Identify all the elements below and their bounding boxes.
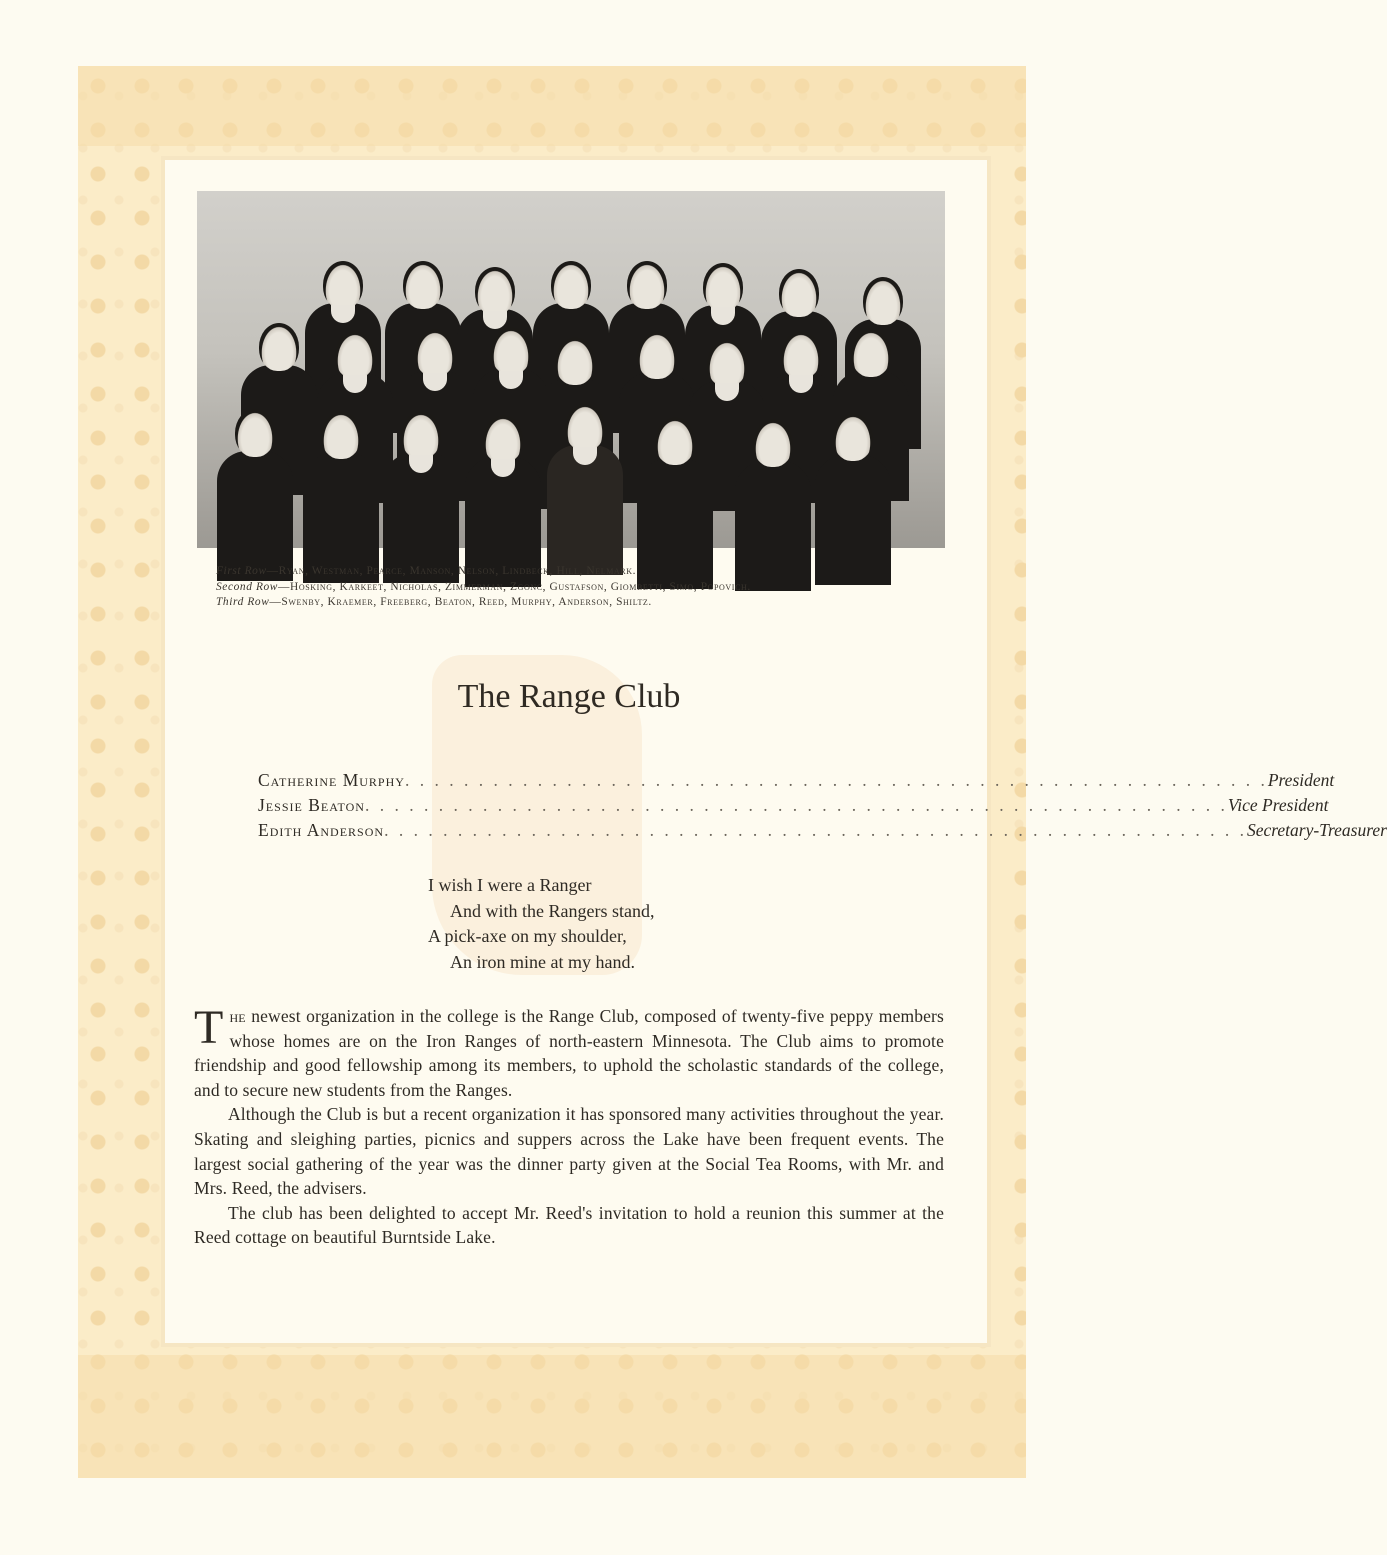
photo-person [303,411,379,561]
poem-line: An iron mine at my hand. [450,951,635,972]
photo-person [735,419,811,569]
poem-line: I wish I were a Ranger [428,875,592,895]
leader-dots: . . . . . . . . . . . . . . . . . . . . . . . . . . . . . . . . . . . . . . . . . . . . . . . . . . . . . . . . . . . [364,795,1228,815]
leader-dots: . . . . . . . . . . . . . . . . . . . . . . . . . . . . . . . . . . . . . . . . . . . . . . . . . . . . . . . . . . . [404,770,1268,790]
caption-row-label: Second Row [216,580,278,593]
officer-row [258,768,1335,793]
photo-person [815,413,891,563]
officer-row [258,793,1329,818]
caption-row [216,580,976,596]
officer-role: President [1267,770,1335,790]
photo-caption [216,564,976,611]
caption-row-label: First Row [216,565,267,577]
photo-person [547,403,623,553]
caption-row [216,595,976,611]
photo-person [217,409,293,559]
paragraph-text: newest organization in the college is the Range Club, composed of twenty-five peppy members whose homes are on the Iron Ranges of north-eastern Minnesota. The Club aims to promote friendship and good fellowship among its members, to uphold the scholastic standards of the college, and to secure new students from the Ranges. [194,1006,944,1100]
paragraph [194,1001,944,1102]
caption-row-names: —Ryan, Westman, Pearce, Manson, Nelson, Lindbeck, Hill, Nelmark. [266,565,637,577]
caption-row-label: Third Row [216,596,270,608]
page-title: The Range Club [457,678,681,715]
photo-person [383,411,459,561]
officer-name: Edith Anderson [258,820,385,840]
officer-role: Secretary-Treasurer [1246,820,1387,840]
article-body [194,1001,944,1250]
leader-dots: . . . . . . . . . . . . . . . . . . . . . . . . . . . . . . . . . . . . . . . . . . . . . . . . . . . . . . . . . . . [384,820,1247,840]
drop-cap: T [194,1001,224,1054]
lead-in: he [229,1006,246,1026]
poem [428,873,654,975]
caption-row [216,564,976,580]
bottom-ornament-band [78,1355,1026,1478]
group-photo [197,191,945,548]
paragraph: Although the Club is but a recent organization it has sponsored many activities throughout the year. Skating and sleighing parties, picnics and suppers across the Lake have been frequent events. The largest social gathering of the year was the dinner party given at the Social Tea Rooms, with Mr. and Mrs. Reed, the advisers. [194,1104,944,1199]
poem-line: And with the Rangers stand, [450,900,655,921]
officer-row [258,818,1387,843]
caption-row-names: —Hosking, Karkeet, Nicholas, Zimmerman, Zgonc, Gustafson, Giombetti, Simo, Popovich. [278,580,751,593]
officer-name: Catherine Murphy [258,770,405,790]
paragraph: The club has been delighted to accept Mr. Reed's invitation to hold a reunion this summer at the Reed cottage on beautiful Burntside Lake. [194,1202,944,1248]
caption-row-names: —Swenby, Kraemer, Freeberg, Beaton, Reed, Murphy, Anderson, Shiltz. [269,596,652,608]
officers-list [258,768,1387,843]
officer-name: Jessie Beaton [258,795,365,815]
photo-person [465,415,541,565]
top-ornament-band [78,66,1026,146]
poem-line: A pick-axe on my shoulder, [428,926,627,946]
officer-role: Vice President [1227,795,1329,815]
photo-person [637,417,713,567]
